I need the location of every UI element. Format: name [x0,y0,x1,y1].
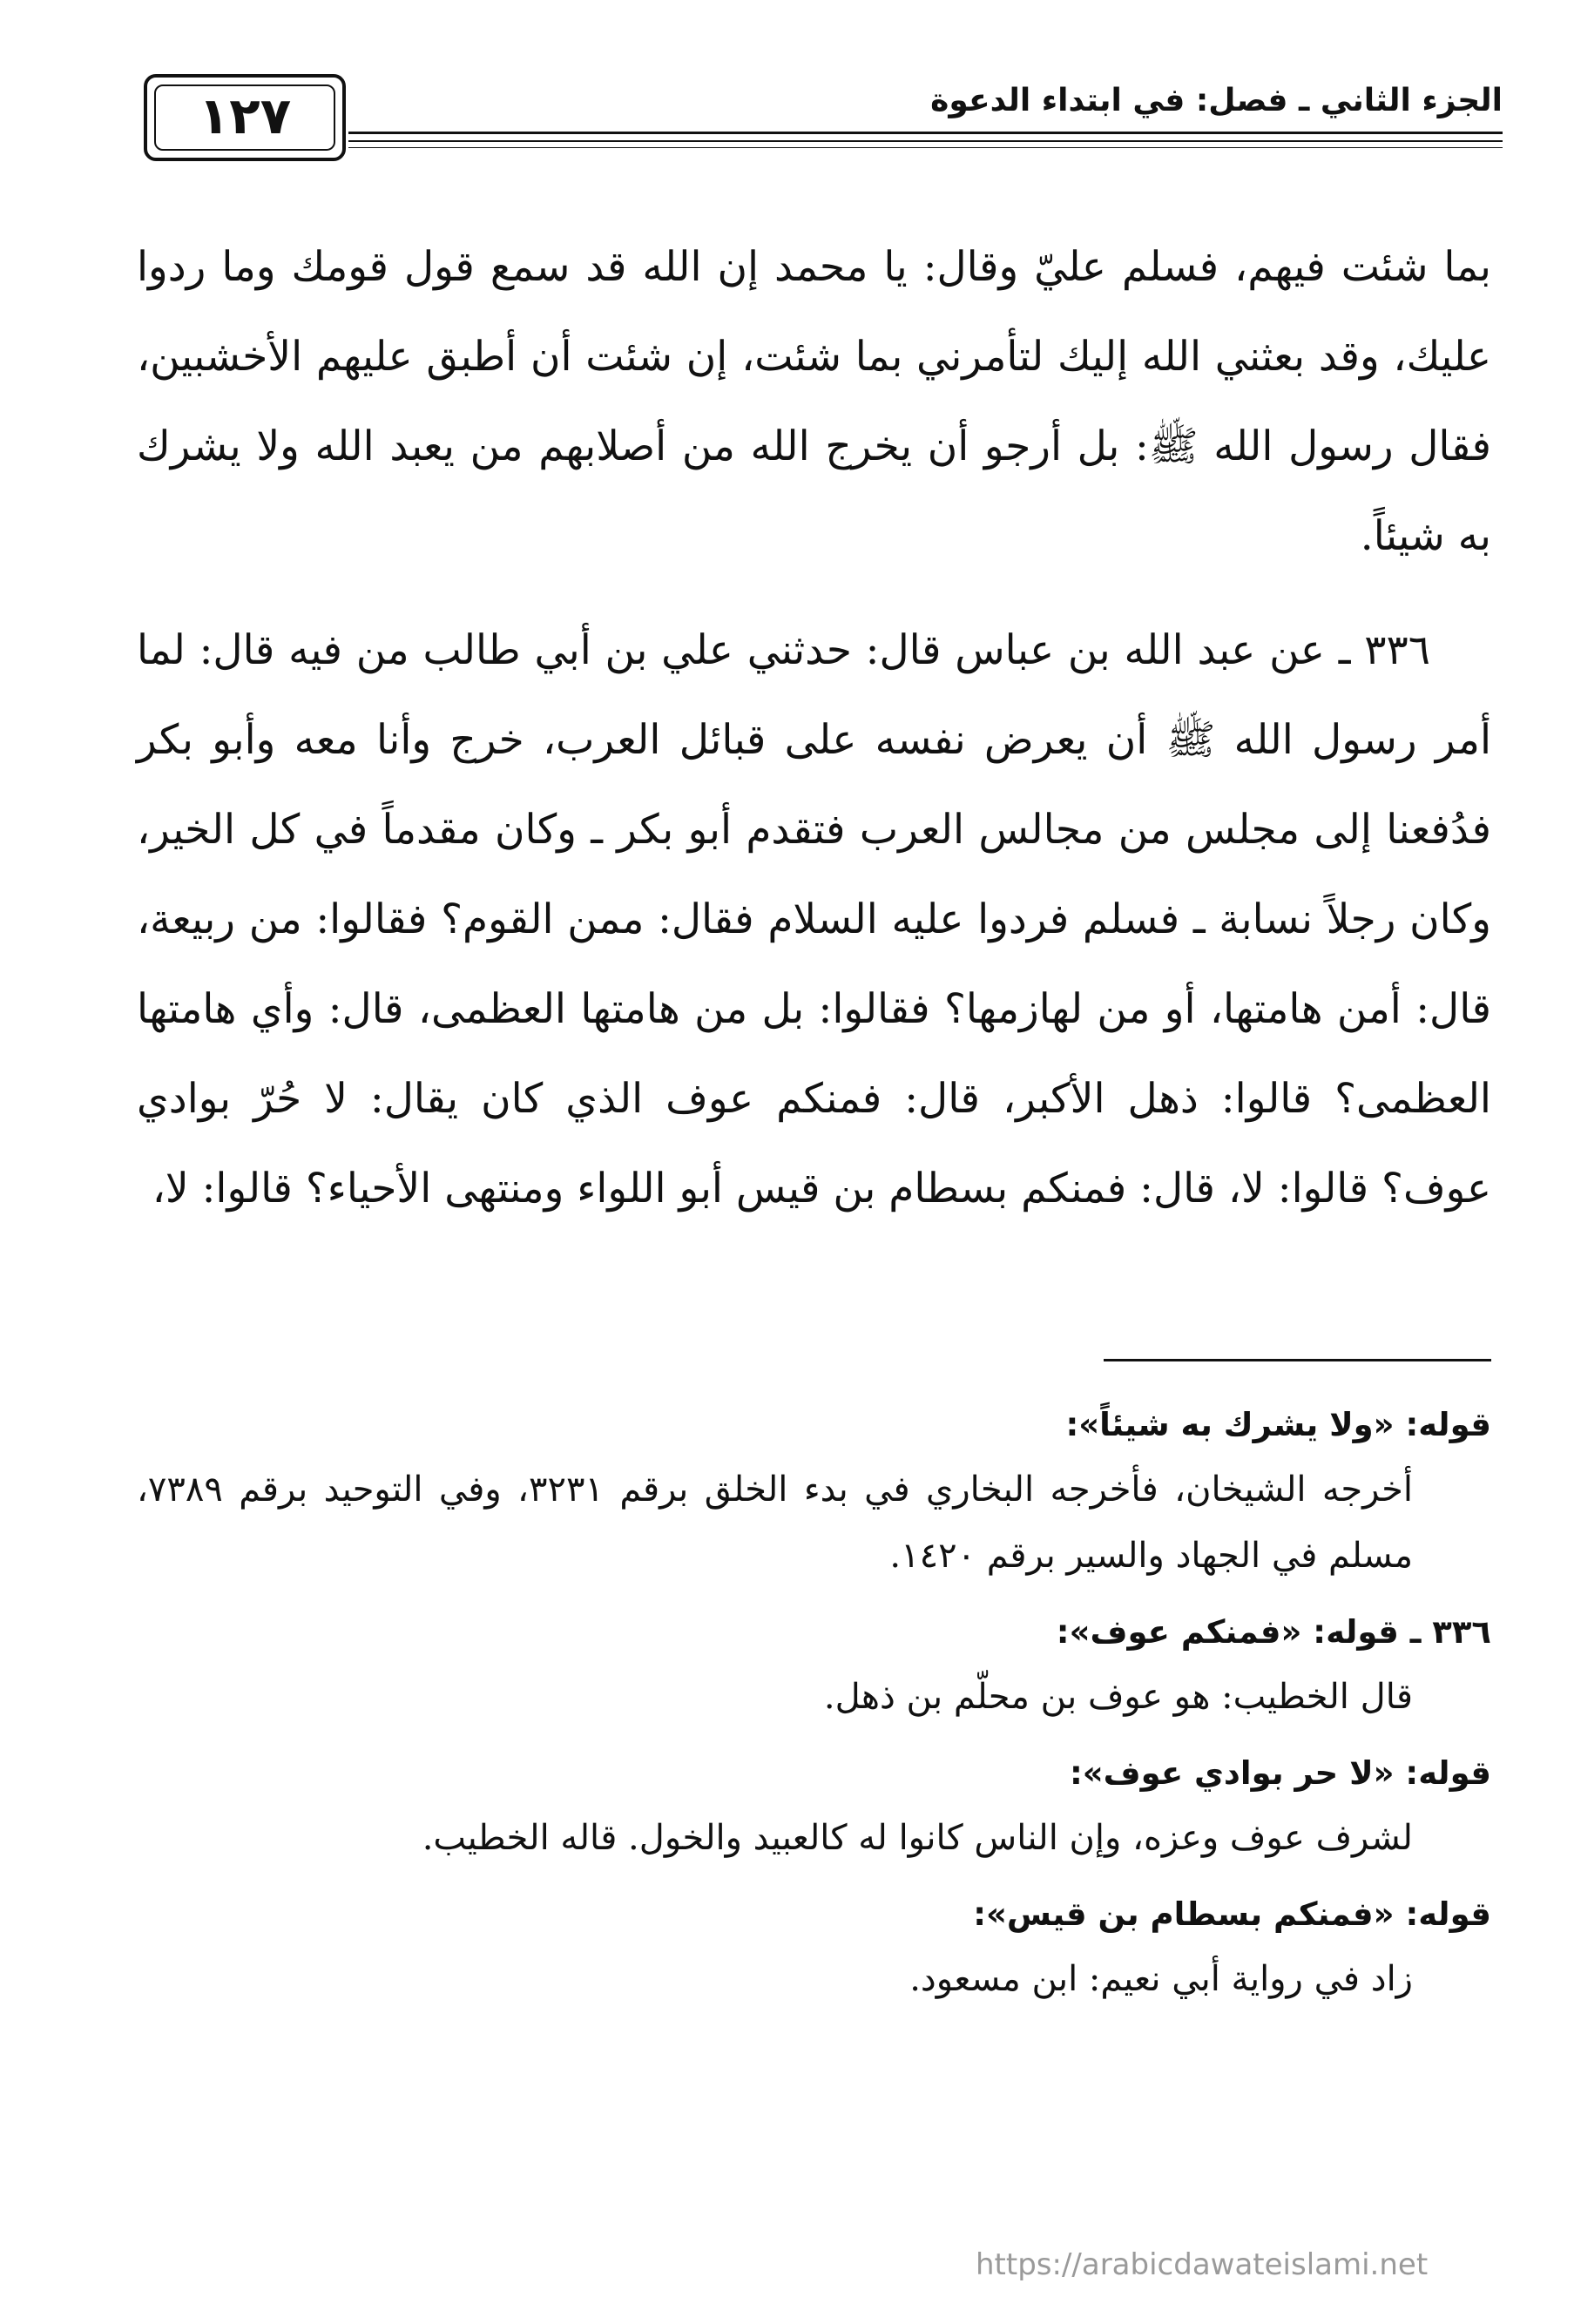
watermark-url: https://arabicdawateislami.net [976,2247,1429,2282]
main-text-body [137,222,1491,1258]
paragraph-hadith-336: ٣٣٦ ـ عن عبد الله بن عباس قال: حدثني علي بن أبي طالب من فيه قال: لما أمر رسول الله ﷺ أن يعرض نفسه على قبائل العرب، خرج وأنا معه وأبو بكر فدُفعنا إلى مجلس من مجالس العرب فتقدم أبو بكر ـ وكان مقدماً في كل الخير، وكان رجلاً نسابة ـ فسلم فردوا عليه السلام فقال: ممن القوم؟ فقالوا: من ربيعة، قال: أمن هامتها، أو من لهازمها؟ فقالوا: بل من هامتها العظمى، قال: وأي هامتها العظمى؟ قالوا: ذهل الأكبر، قال: فمنكم عوف الذي كان يقال: لا حُرّ بوادي عوف؟ قالوا: لا، قال: فمنكم بسطام بن قيس أبو اللواء ومنتهى الأحياء؟ قالوا: لا، [137,626,1491,1213]
footnote-heading: قوله: «ولا يشرك به شيئاً»: [1065,1406,1491,1443]
footnote-heading: قوله: «فمنكم بسطام بن قيس»: [973,1895,1491,1933]
footnote [137,1601,1491,1730]
footnote [137,1883,1491,2012]
running-header-title: الجزء الثاني ـ فصل: في ابتداء الدعوة [930,83,1503,118]
page-number: ١٢٧ [198,86,292,145]
header-rule [348,132,1503,134]
page-number-frame [144,74,346,161]
footnote-heading: قوله: «لا حر بوادي عوف»: [1069,1754,1491,1792]
header-rule [348,140,1503,142]
footnote-body: لشرف عوف وعزه، وإن الناس كانوا له كالعبيد والخول. قاله الخطيب. [422,1818,1413,1858]
footnote-body: أخرجه الشيخان، فأخرجه البخاري في بدء الخلق برقم ٣٢٣١، وفي التوحيد برقم ٧٣٨٩، مسلم في الجهاد والسير برقم ١٤٢٠. [137,1469,1414,1576]
footnote-body: زاد في رواية أبي نعيم: ابن مسعود. [909,1959,1413,1999]
footnote-heading: ٣٣٦ ـ قوله: «فمنكم عوف»: [1056,1613,1491,1651]
header-rule [348,147,1503,148]
footnote [137,1742,1491,1871]
footnotes-section [137,1394,1491,2024]
page-header [144,74,1503,170]
footnote-body: قال الخطيب: هو عوف بن محلّم بن ذهل. [823,1677,1413,1717]
footnote-separator [1104,1359,1491,1361]
paragraph: بما شئت فيهم، فسلم عليّ وقال: يا محمد إن الله قد سمع قول قومك وما ردوا عليك، وقد بعثني الله إليك لتأمرني بما شئت، إن شئت أن أطبق عليهم الأخشبين، فقال رسول الله ﷺ: بل أرجو أن يخرج الله من أصلابهم من يعبد الله ولا يشرك به شيئاً. [137,243,1491,560]
footnote [137,1394,1491,1589]
